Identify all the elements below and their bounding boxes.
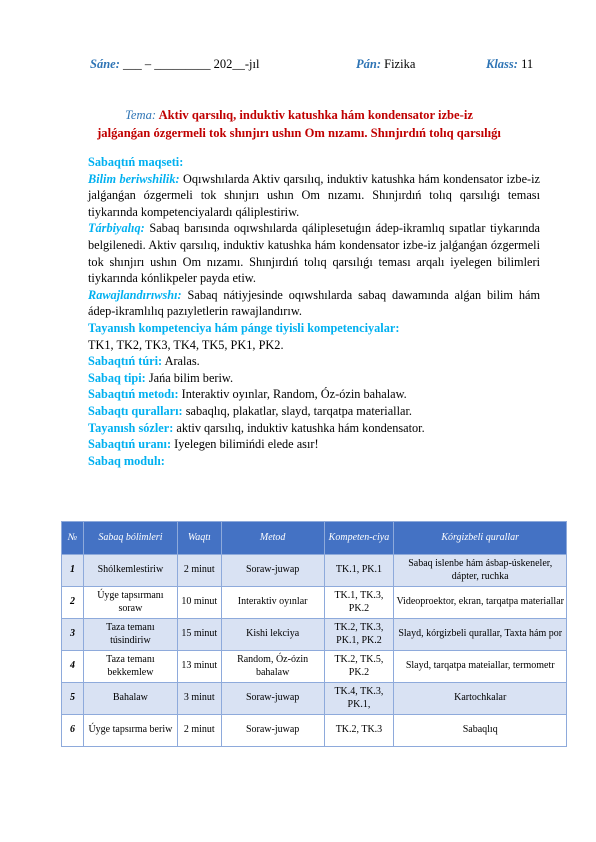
row-part: Taza temanı túsindiriw: [83, 619, 177, 651]
row-part: Úyge tapsırmanı soraw: [83, 587, 177, 619]
lesson-motto: [88, 436, 540, 453]
row-tools: Slayd, tarqatpa mateiallar, termometr: [394, 651, 567, 683]
lesson-module-table: [61, 521, 567, 747]
row-part: Bahalaw: [83, 683, 177, 715]
educational-goal: [88, 171, 540, 221]
row-time: 3 minut: [177, 683, 221, 715]
lesson-method: [88, 386, 540, 403]
developmental-goal-label: Rawajlandırıwshı:: [88, 287, 182, 302]
row-tools: Sabaq islenbe hám ásbap-úskeneler, dápter, ruchka: [394, 555, 567, 587]
row-number: 5: [62, 683, 84, 715]
date-field: [90, 57, 259, 72]
goal-heading: Sabaqtıń maqseti:: [88, 155, 184, 169]
row-number: 6: [62, 715, 84, 747]
header-tools: Kórgizbeli qurallar: [394, 522, 567, 555]
row-competency: TK.2, TK.3: [324, 715, 394, 747]
row-tools: Sabaqlıq: [394, 715, 567, 747]
subject-label: Pán:: [356, 57, 381, 71]
table-row: [62, 683, 567, 715]
developmental-goal: [88, 287, 540, 320]
header-time: Waqtı: [177, 522, 221, 555]
lesson-kind-text: Aralas.: [164, 354, 200, 369]
table-row: [62, 715, 567, 747]
lesson-tools: [88, 403, 540, 420]
row-time: 2 minut: [177, 715, 221, 747]
lesson-type-label: Sabaq tipi:: [88, 370, 146, 385]
row-method: Random, Óz-ózin bahalaw: [221, 651, 324, 683]
developmental-goal-text: Sabaq nátiyjesinde oqıwshılarda sabaq dawamında alǵan bilim hám ádep-ikramlılıq pazıyletlerin rawajlandırıw.: [88, 287, 541, 319]
row-number: 3: [62, 619, 84, 651]
lesson-type-text: Jańa bilim beriw.: [148, 370, 234, 385]
row-method: Kishi lekciya: [221, 619, 324, 651]
table-row: [62, 619, 567, 651]
key-words: [88, 420, 540, 437]
header-number: №: [62, 522, 84, 555]
competency-heading: Tayanısh kompetenciya hám pánge tiyisli kompetenciyalar:: [88, 320, 400, 335]
row-competency: TK.4, TK.3, PK.1,: [324, 683, 394, 715]
upbringing-goal-label: Tárbiyalıq:: [88, 221, 145, 236]
subject-field: [356, 57, 415, 72]
table-header-row: [62, 522, 567, 555]
educational-goal-text: Oqıwshılarda Aktiv qarsılıq, induktiv katushka hám kondensator izbe-iz jalǵanǵan ózgermeli tok shınjırı ushın Om nızamı. Shınjırdıń tolıq qarsılıǵı teması tiykarında kompetenciyalardı qáliplestiriw.: [88, 171, 540, 219]
lesson-tools-text: sabaqlıq, plakatlar, slayd, tarqatpa materiallar.: [185, 403, 412, 418]
date-label: Sáne:: [90, 57, 120, 71]
row-part: Úyge tapsırma beriw: [83, 715, 177, 747]
lesson-motto-label: Sabaqtıń uranı:: [88, 437, 172, 452]
row-number: 2: [62, 587, 84, 619]
row-tools: Videoproektor, ekran, tarqatpa materiallar: [394, 587, 567, 619]
row-method: Soraw-juwap: [221, 555, 324, 587]
row-tools: Kartochkalar: [394, 683, 567, 715]
row-method: Soraw-juwap: [221, 715, 324, 747]
row-time: 15 minut: [177, 619, 221, 651]
lesson-kind-label: Sabaqtıń túri:: [88, 354, 163, 369]
header-parts: Sabaq bólimleri: [83, 522, 177, 555]
row-competency: TK.1, TK.3, PK.2: [324, 587, 394, 619]
row-tools: Slayd, kórgizbeli qurallar, Taxta hám por: [394, 619, 567, 651]
row-method: Soraw-juwap: [221, 683, 324, 715]
upbringing-goal-text: Sabaq barısında oqıwshılarda qáliplesetuǵın ádep-ikramlıq sıpatlar tiykarında belgilenedi. Aktiv qarsılıq, induktiv katushka hám kondensator izbe-iz jalǵanǵan ózgermeli tok shınjırı ushın Om nızamı. Shınjırdıń tolıq qarsılıǵı teması arqalı iyelegen bilimleri tiykarında kónlikpeler payda etiw.: [88, 221, 540, 286]
class-field: [486, 57, 533, 72]
row-competency: TK.1, PK.1: [324, 555, 394, 587]
lesson-method-label: Sabaqtıń metodı:: [88, 387, 179, 402]
table-row: [62, 651, 567, 683]
table-row: [62, 555, 567, 587]
row-time: 10 minut: [177, 587, 221, 619]
upbringing-goal: [88, 220, 540, 286]
row-number: 4: [62, 651, 84, 683]
educational-goal-label: Bilim beriwshilik:: [88, 171, 180, 186]
class-value: 11: [521, 57, 534, 71]
class-label: Klass:: [486, 57, 518, 71]
competency-list: TK1, TK2, TK3, TK4, TK5, PK1, PK2.: [88, 337, 284, 352]
row-part: Shólkemlestiriw: [83, 555, 177, 587]
row-competency: TK.2, TK.3, PK.1, PK.2: [324, 619, 394, 651]
lesson-type: [88, 370, 540, 387]
row-competency: TK.2, TK.5, PK.2: [324, 651, 394, 683]
table-row: [62, 587, 567, 619]
title-line-2: jalǵanǵan ózgermeli tok shınjırı ushın Om nızamı. Shınjırdıń tolıq qarsılıǵı: [97, 126, 501, 140]
lesson-tools-label: Sabaqtı quralları:: [88, 403, 183, 418]
lesson-module-heading: Sabaq modulı:: [88, 453, 165, 468]
lesson-kind: [88, 353, 540, 370]
title-line-1: Aktiv qarsılıq, induktiv katushka hám kondensator izbe-iz: [158, 108, 473, 122]
header-method: Metod: [221, 522, 324, 555]
date-value: ___ – _________ 202__-jıl: [123, 57, 260, 71]
subject-value: Fizika: [384, 57, 416, 71]
row-part: Taza temanı bekkemlew: [83, 651, 177, 683]
lesson-method-text: Interaktiv oyınlar, Random, Óz-ózin bahalaw.: [181, 387, 407, 402]
lesson-body: [88, 154, 540, 469]
key-words-label: Tayanısh sózler:: [88, 420, 174, 435]
lesson-title: [78, 106, 520, 142]
title-label: Tema:: [125, 108, 157, 122]
row-method: Interaktiv oyınlar: [221, 587, 324, 619]
row-time: 2 minut: [177, 555, 221, 587]
lesson-motto-text: Iyelegen bilimińdi elede asır!: [174, 437, 319, 452]
row-time: 13 minut: [177, 651, 221, 683]
key-words-text: aktiv qarsılıq, induktiv katushka hám kondensator.: [176, 420, 425, 435]
row-number: 1: [62, 555, 84, 587]
header-competency: Kompeten-ciya: [324, 522, 394, 555]
